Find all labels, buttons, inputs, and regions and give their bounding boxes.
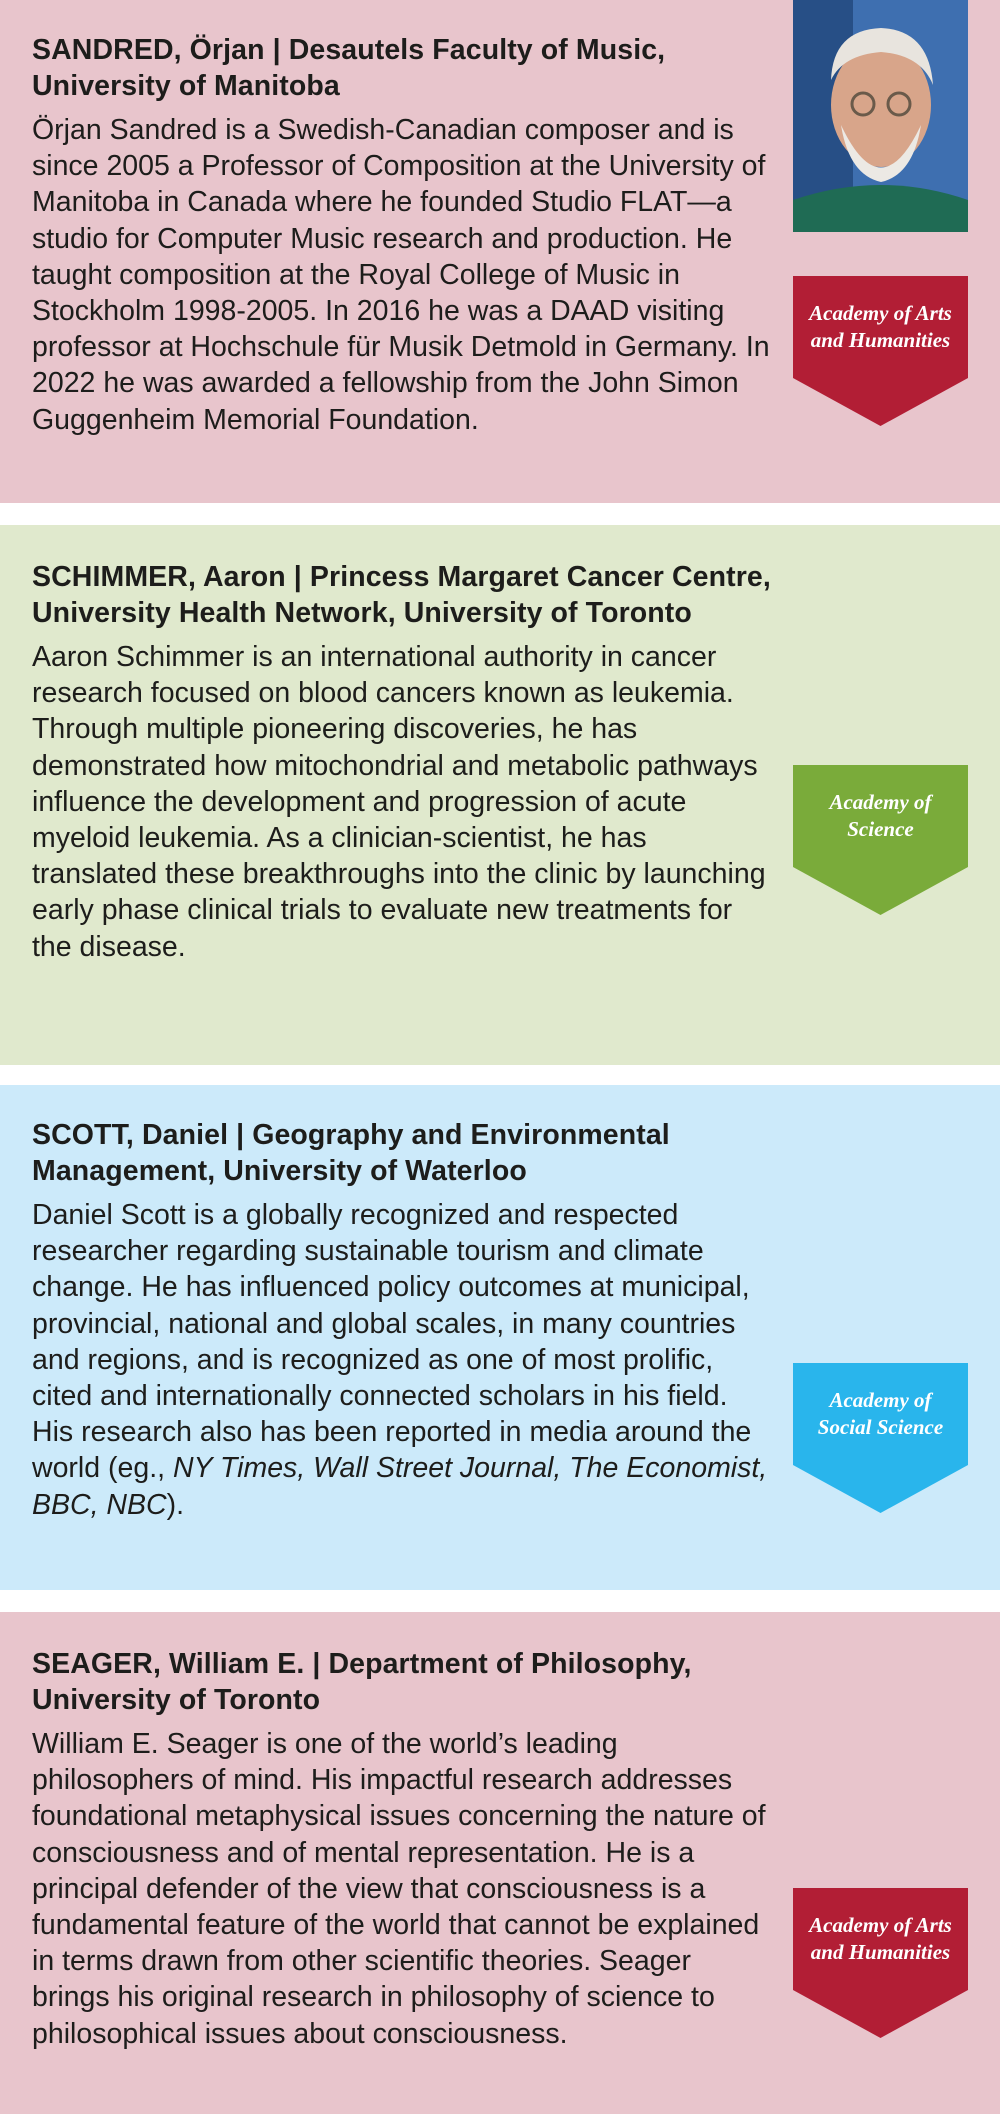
profile-text	[32, 559, 772, 965]
badge-label: Academy of Arts and Humanities	[809, 1913, 952, 1964]
academy-badge-seager	[793, 1888, 968, 2038]
bio-text: Daniel Scott is a globally recognized and respected researcher regarding sustainable tourism and climate change. He has influenced policy outcomes at municipal, provincial, national and global scales, in many countries and regions, and is recognized as one of most prolific, cited and internationally connected scholars in his field. His research also has been reported in media around the world (eg.,	[32, 1199, 752, 1485]
profile-bio: William E. Seager is one of the world’s leading philosophers of mind. His impactful research addresses foundational metaphysical issues concerning the nature of consciousness and of mental representation. He is a principal defender of the view that consciousness is a fundamental feature of the world that cannot be explained in terms drawn from other scientific theories. Seager brings his original research in philosophy of science to philosophical issues about consciousness.	[32, 1728, 766, 2050]
badge-label: Academy of Science	[829, 790, 932, 841]
bio-media-list: NY Times, Wall Street Journal, The Economist, BBC, NBC	[32, 1452, 768, 1521]
portrait-photo-seager	[793, 0, 968, 232]
academy-badge-scott	[793, 1363, 968, 1513]
bio-text-end: ).	[166, 1488, 185, 1521]
profile-card-scott	[0, 1085, 1000, 1590]
academy-badge-sandred	[793, 276, 968, 426]
profile-text	[32, 1646, 772, 2052]
profile-text	[32, 1117, 772, 1523]
profile-heading: SCOTT, Daniel | Geography and Environmental Management, University of Waterloo	[32, 1119, 670, 1187]
portrait-man-white-beard-icon	[793, 0, 968, 232]
profile-card-seager	[0, 1612, 1000, 2114]
badge-label: Academy of Social Science	[817, 1388, 944, 1439]
profile-bio: Aaron Schimmer is an international authority in cancer research focused on blood cancers known as leukemia. Through multiple pioneering discoveries, he has demonstrated how mitochondrial and metabolic pathways influence the development and progression of acute myeloid leukemia. As a clinician-scientist, he has translated these breakthroughs into the clinic by launching early phase clinical trials to evaluate new treatments for the disease.	[32, 641, 766, 963]
profile-heading: SCHIMMER, Aaron | Princess Margaret Cancer Centre, University Health Network, University of Toronto	[32, 561, 771, 629]
profile-bio	[32, 1197, 772, 1523]
academy-badge-schimmer	[793, 765, 968, 915]
badge-label: Academy of Arts and Humanities	[809, 301, 952, 352]
profile-heading: SANDRED, Örjan | Desautels Faculty of Music, University of Manitoba	[32, 34, 666, 102]
profile-bio: Örjan Sandred is a Swedish-Canadian composer and is since 2005 a Professor of Composition at the University of Manitoba in Canada where he founded Studio FLAT—a studio for Computer Music research and production. He taught composition at the Royal College of Music in Stockholm 1998-2005. In 2016 he was a DAAD visiting professor at Hochschule für Musik Detmold in Germany. In 2022 he was awarded a fellowship from the John Simon Guggenheim Memorial Foundation.	[32, 114, 770, 436]
profile-text	[32, 32, 772, 438]
profile-heading: SEAGER, William E. | Department of Philosophy, University of Toronto	[32, 1648, 692, 1716]
